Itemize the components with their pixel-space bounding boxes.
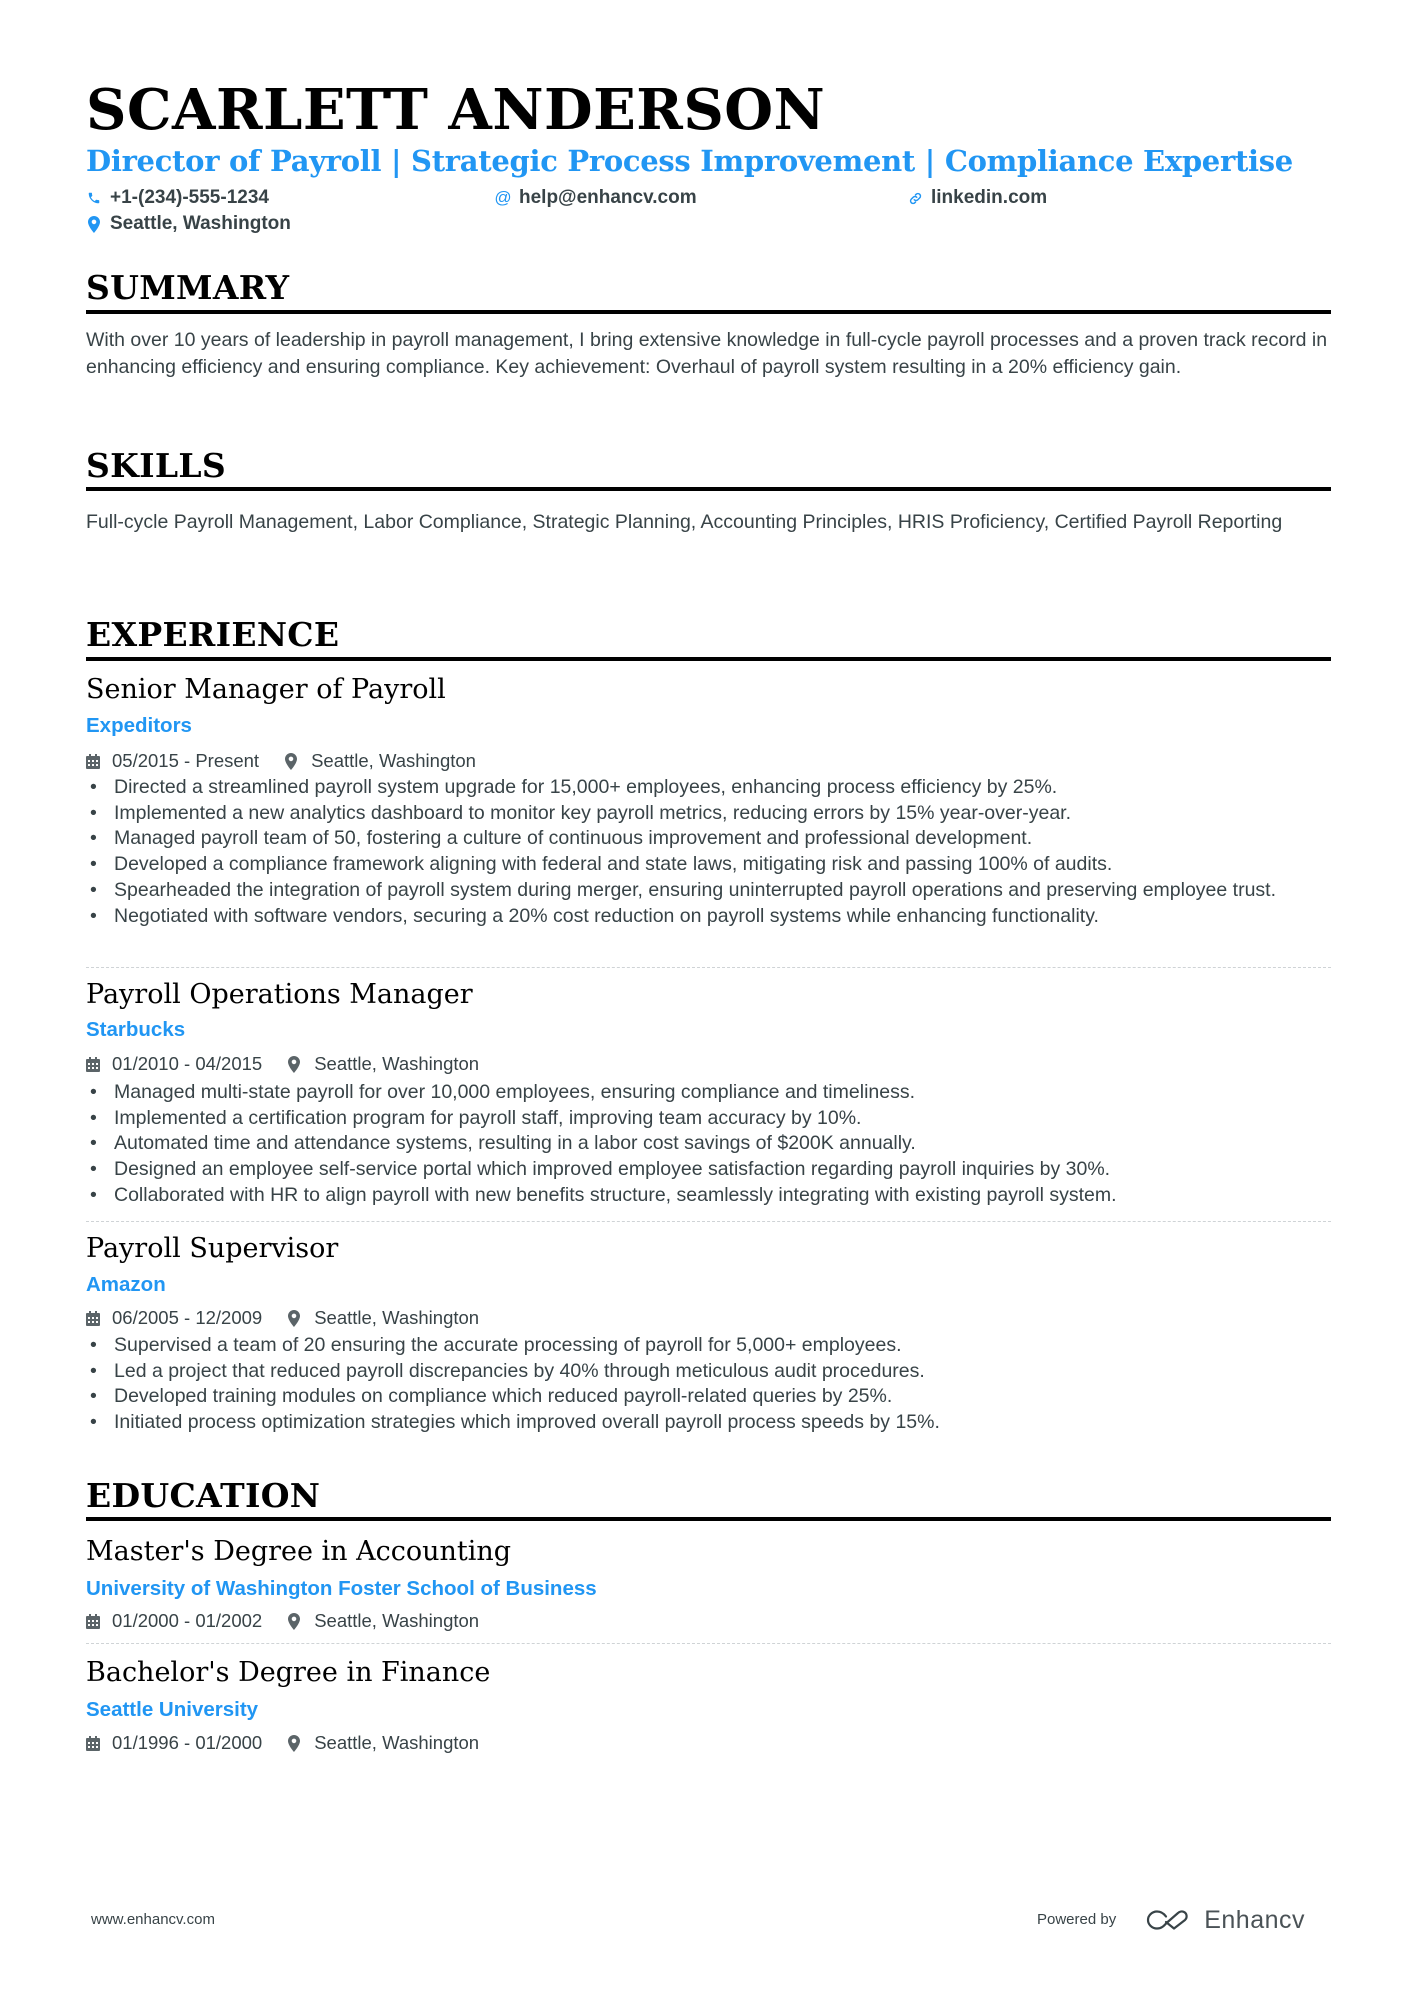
job-meta [86, 749, 476, 773]
section-divider [86, 657, 1331, 661]
section-divider [86, 487, 1331, 491]
location-pin-icon [288, 1734, 304, 1752]
entry-divider [86, 967, 1331, 968]
at-sign-icon: @ [494, 188, 512, 207]
job-meta [86, 1052, 479, 1076]
phone-text: +1-(234)-555-1234 [110, 187, 269, 208]
job-title: Payroll Operations Manager [86, 979, 473, 1010]
bullet-item: • Led a project that reduced payroll discrepancies by 40% through meticulous audit procedures. [86, 1359, 1331, 1385]
bullet-item: • Collaborated with HR to align payroll with new benefits structure, seamlessly integrating with existing payroll system. [86, 1183, 1331, 1209]
bullet-item: • Developed training modules on compliance which reduced payroll-related queries by 25%. [86, 1384, 1331, 1410]
footer-website-link[interactable]: www.enhancv.com [91, 1911, 215, 1928]
contact-email[interactable] [495, 186, 697, 210]
bullet-item: • Supervised a team of 20 ensuring the accurate processing of payroll for 5,000+ employees. [86, 1333, 1331, 1359]
entry-divider [86, 1643, 1331, 1644]
bullet-item: • Negotiated with software vendors, securing a 20% cost reduction on payroll systems while enhancing functionality. [86, 904, 1331, 930]
enhancv-brand-text: Enhancv [1204, 1906, 1306, 1934]
education-dates: 01/2000 - 01/2002 [112, 1610, 263, 1631]
company-name: Starbucks [86, 1018, 186, 1041]
location-pin-icon [288, 1055, 304, 1073]
location-pin-icon [288, 1309, 304, 1327]
section-title-education: EDUCATION [86, 1476, 321, 1515]
bullet-item: • Developed a compliance framework aligning with federal and state laws, mitigating risk and passing 100% of audits. [86, 852, 1331, 878]
company-name: Expeditors [86, 714, 192, 737]
linkedin-text: linkedin.com [931, 187, 1048, 208]
location-pin-icon [86, 215, 102, 233]
bullet-item: • Managed multi-state payroll for over 10,000 employees, ensuring compliance and timeliness. [86, 1080, 1331, 1106]
skills-text: Full-cycle Payroll Management, Labor Compliance, Strategic Planning, Accounting Principles, HRIS Proficiency, Certified Payroll Reporting [86, 511, 1283, 533]
job-location: Seattle, Washington [314, 1307, 480, 1328]
job-bullets [86, 1080, 1331, 1209]
job-location: Seattle, Washington [311, 750, 476, 771]
job-dates: 01/2010 - 04/2015 [112, 1053, 263, 1074]
bullet-item: • Automated time and attendance systems, resulting in a labor cost savings of $200K annually. [86, 1131, 1331, 1157]
education-meta [86, 1731, 479, 1755]
contact-linkedin[interactable] [907, 186, 1047, 210]
section-title-skills: SKILLS [86, 446, 226, 485]
job-bullets [86, 1333, 1331, 1436]
email-text: help@enhancv.com [519, 187, 697, 208]
job-location: Seattle, Washington [314, 1053, 480, 1074]
education-dates: 01/1996 - 01/2000 [112, 1732, 263, 1753]
section-divider [86, 1517, 1331, 1521]
bullet-item: • Implemented a new analytics dashboard to monitor key payroll metrics, reducing errors by 15% year-over-year. [86, 801, 1331, 827]
bullet-item: • Implemented a certification program for payroll staff, improving team accuracy by 10%. [86, 1106, 1331, 1132]
phone-icon [86, 189, 102, 207]
section-title-experience: EXPERIENCE [86, 615, 340, 654]
candidate-name: SCARLETT ANDERSON [86, 77, 826, 143]
section-title-summary: SUMMARY [86, 268, 290, 307]
calendar-icon [86, 1055, 102, 1073]
bullet-item: • Directed a streamlined payroll system upgrade for 15,000+ employees, enhancing process efficiency by 25%. [86, 775, 1331, 801]
enhancv-logo-icon [1146, 1909, 1192, 1931]
contact-location [86, 212, 291, 236]
job-title: Payroll Supervisor [86, 1233, 339, 1264]
contact-phone[interactable] [86, 186, 269, 210]
location-pin-icon [285, 752, 301, 770]
degree-title: Bachelor's Degree in Finance [86, 1657, 491, 1688]
bullet-item: • Initiated process optimization strategies which improved overall payroll process speeds by 15%. [86, 1410, 1331, 1436]
candidate-headline: Director of Payroll | Strategic Process Improvement | Compliance Expertise [86, 144, 1293, 178]
job-dates: 06/2005 - 12/2009 [112, 1307, 263, 1328]
education-meta [86, 1609, 479, 1633]
education-location: Seattle, Washington [314, 1732, 480, 1753]
powered-by-label: Powered by [1037, 1911, 1117, 1928]
school-name: University of Washington Foster School of Business [86, 1577, 597, 1600]
bullet-item: • Designed an employee self-service portal which improved employee satisfaction regarding payroll inquiries by 30%. [86, 1157, 1331, 1183]
job-dates: 05/2015 - Present [112, 750, 260, 771]
entry-divider [86, 1221, 1331, 1222]
bullet-item: • Spearheaded the integration of payroll system during merger, ensuring uninterrupted payroll operations and preserving employee trust. [86, 878, 1331, 904]
calendar-icon [86, 1309, 102, 1327]
school-name: Seattle University [86, 1698, 259, 1721]
job-bullets [86, 775, 1331, 929]
calendar-icon [86, 1734, 102, 1752]
education-location: Seattle, Washington [314, 1610, 480, 1631]
calendar-icon [86, 752, 102, 770]
bullet-item: • Managed payroll team of 50, fostering a culture of continuous improvement and professional development. [86, 826, 1331, 852]
calendar-icon [86, 1612, 102, 1630]
company-name: Amazon [86, 1273, 166, 1296]
job-meta [86, 1306, 479, 1330]
location-pin-icon [288, 1612, 304, 1630]
section-divider [86, 310, 1331, 314]
location-text: Seattle, Washington [110, 213, 291, 234]
degree-title: Master's Degree in Accounting [86, 1536, 512, 1567]
summary-text: With over 10 years of leadership in payroll management, I bring extensive knowledge in full-cycle payroll processes and a proven track record in enhancing efficiency and ensuring compliance. Key achievement: Overhaul of payroll system resulting in a 20% efficiency gain. [86, 329, 1328, 378]
footer-powered-by[interactable] [1037, 1906, 1305, 1934]
job-title: Senior Manager of Payroll [86, 674, 446, 705]
link-icon [907, 189, 923, 207]
